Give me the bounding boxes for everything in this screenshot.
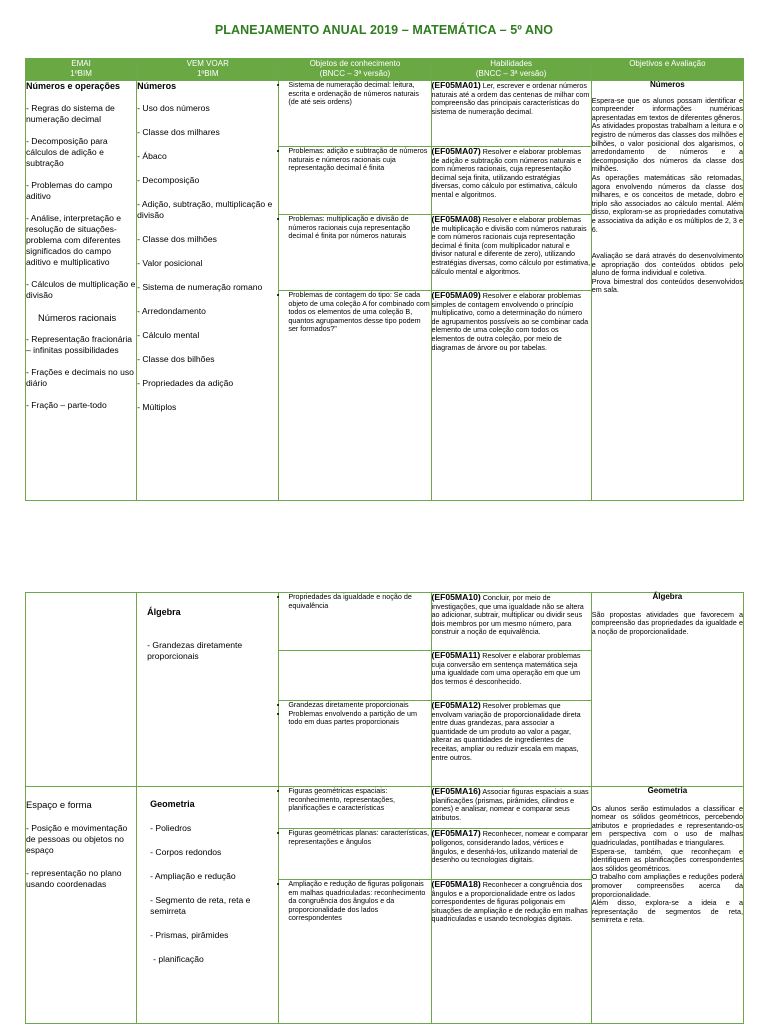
list-item: • Figuras geométricas planas: características, representações e ângulos [288,829,430,846]
emai-cell [26,787,137,1024]
skill-code: (EF05MA10) [431,592,481,602]
skill-text: Resolver problemas que envolvam variação de proporcionalidade direta entre duas grandezas, para associar a quantidade de um produto ao valor a pagar, alterar as quantidades de ingredientes de receitas, ampliar ou reduzir escala em mapas, entre outros. [431,701,581,762]
list-item: • Figuras geométricas espaciais: reconhecimento, representações, planificações e características [288,787,430,813]
objetos-cell [279,147,431,215]
avaliacao-heading: Números [650,80,685,89]
header-objetivos: Objetivos e Avaliação [591,59,743,81]
objetos-cell [279,787,431,829]
list-item: - Poliedros [150,823,192,833]
avaliacao-paragraph: Prova bimestral dos conteúdos desenvolvidos em sala. [591,276,743,295]
skill-code: (EF05MA09) [431,290,481,300]
avaliacao-paragraph: Espera-se que os alunos possam identificar e compreender informações numéricas apresentadas em textos de diferentes gêneros. [591,95,743,122]
list-item: • Sistema de numeração decimal: leitura, escrita e ordenação de números naturais (de até seis ordens) [288,81,430,107]
list-item: - Grandezas diretamente proporcionais [147,640,243,661]
list-item: • Propriedades da igualdade e noção de equivalência [288,593,430,610]
list-item: - Classe dos milhares [137,127,220,137]
table-row [26,81,744,147]
habilidade-cell [431,651,591,701]
table-row [26,787,744,829]
objetos-cell [279,81,431,147]
skill-code: (EF05MA12) [431,700,481,710]
avaliacao-paragraph: As operações matemáticas são retomadas, agora envolvendo números da classe dos milhares, e os conceitos de metade, dobro e triplo são associados ao cálculo mental. Além disso, exploram-se as propriedades comutativa e associativa da adição e os múltiplos de 2, 3 e 6. [591,172,743,234]
emai-cell-empty [26,593,137,787]
habilidade-cell [431,291,591,501]
list-item: • Problemas: multiplicação e divisão de números racionais cuja representação decimal é finita por números naturais [288,215,430,241]
list-item: - Uso dos números [137,103,210,113]
habilidade-cell [431,81,591,147]
avaliacao-paragraph: Os alunos serão estimulados a classificar e nomear os sólidos geométricos, percebendo atributos e propriedades e representando-os em perspectiva com o uso de malhas quadriculadas, pontilhadas e triangulares. [591,803,743,847]
list-item: - Classe dos bilhões [137,354,215,364]
list-item: - Múltiplos [137,402,177,412]
header-emai: EMAI 1ºBIM [26,59,137,81]
objetos-cell [279,215,431,291]
document-title: PLANEJAMENTO ANUAL 2019 – MATEMÁTICA – 5º ANO [214,23,554,37]
objetos-cell [279,291,431,501]
skill-code: (EF05MA11) [431,650,481,660]
list-item: - Ampliação e redução [150,871,236,881]
skill-text: Concluir, por meio de investigações, que uma igualdade não se altera ao adicionar, subtrair, multiplicar ou dividir seus dois membros por um mesmo número, para construir a noção de equivalência. [431,593,584,637]
avaliacao-cell [591,593,743,787]
list-item: - Análise, interpretação e resolução de situações-problema com diferentes significados do campo aditivo e multiplicativo [26,213,122,267]
vem-voar-cell [137,787,279,1024]
list-item: - Posição e movimentação de pessoas ou objetos no espaço [26,823,128,855]
vem-voar-heading: Números [137,81,177,91]
list-item: - Prismas, pirâmides [150,930,229,940]
avaliacao-paragraph: São propostas atividades que favorecem a compreensão das propriedades da igualdade e a noção de proporcionalidade. [591,609,743,636]
list-item: • Problemas de contagem do tipo: Se cada objeto de uma coleção A for combinado com todos os elementos de uma coleção B, quantos agrupamentos desse tipo podem ser formados?" [288,291,430,334]
avaliacao-paragraph: As atividades propostas trabalham a leitura e o registro de números das classes dos milhões e bilhões, o valor posicional dos algarismos, o arredondamento de números e a decomposição dos números da classe dos milhões. [591,121,743,174]
avaliacao-heading: Geometria [647,786,688,795]
list-item: - Decomposição [137,175,200,185]
list-item: - representação no plano usando coordenadas [26,868,122,889]
avaliacao-paragraph: Avaliação se dará através do desenvolvimento e apropriação dos conteúdos obtidos pelo aluno de forma individual e coletiva. [591,251,743,278]
list-item: - Corpos redondos [150,847,222,857]
skill-code: (EF05MA17) [431,828,481,839]
list-item: - Propriedades da adição [137,378,234,388]
avaliacao-heading: Álgebra [652,592,683,601]
list-item: - Problemas do campo aditivo [26,180,113,201]
header-vem-voar: VEM VOAR 1ºBIM [137,59,279,81]
list-item: - Fração – parte-todo [26,400,107,410]
habilidade-cell [431,215,591,291]
list-item: - Cálculo mental [137,330,200,340]
skill-text: Reconhecer a congruência dos ângulos e a proporcionalidade entre os lados correspondentes de figuras poligonais em situações de ampliação e de redução em malhas quadriculadas e usando tecnologias digitais. [431,880,588,924]
skill-code: (EF05MA01) [431,80,481,90]
algebra-heading: Álgebra [147,607,181,617]
avaliacao-cell [591,81,743,501]
skill-code: (EF05MA16) [431,786,481,796]
list-item: - Classe dos milhões [137,234,217,244]
emai-cell [26,81,137,501]
plan-table-bimester-1 [25,58,744,501]
list-item: - planificação [153,954,204,964]
skill-text: Resolver e elaborar problemas de multiplicação e divisão com números naturais e com números racionais cuja representação decimal é finita (com multiplicador natural e divisor natural e diferente de zero), utilizando estratégias diversas, como cálculo por estimativa, cálculo mental e algoritmos. [431,215,591,276]
header-habilidades: Habilidades (BNCC – 3ª versão) [431,59,591,81]
skill-code: (EF05MA18) [431,879,481,890]
emai-subheading: Números racionais [38,312,117,323]
header-objetos: Objetos de conhecimento (BNCC – 3ª versão) [279,59,431,81]
emai-heading: Espaço e forma [26,799,92,810]
list-item: - Sistema de numeração romano [137,282,263,292]
list-item: • Grandezas diretamente proporcionais [288,701,430,710]
habilidade-cell [431,787,591,829]
skill-text: Associar figuras espaciais a suas planificações (prismas, pirâmides, cilindros e cones) e analisar, nomear e comparar seus atributos. [431,787,589,822]
objetos-cell [279,593,431,651]
list-item: • Problemas envolvendo a partição de um todo em duas partes proporcionais [288,710,430,727]
list-item: - Ábaco [137,151,167,161]
skill-code: (EF05MA08) [431,214,481,224]
avaliacao-paragraph: Espera-se, também, que reconheçam e identifiquem as planificações correspondentes aos sólidos geométricos. [591,846,743,873]
list-item: • Ampliação e redução de figuras poligonais em malhas quadriculadas: reconhecimento da congruência dos ângulos e da proporcionalidade dos lados correspondentes [288,880,430,923]
skill-code: (EF05MA07) [431,146,481,156]
avaliacao-paragraph: Além disso, explora-se a ideia e a representação de segmentos de reta, semirreta e reta. [591,898,743,925]
objetos-cell [279,701,431,787]
list-item: - Decomposição para cálculos de adição e subtração [26,136,108,168]
habilidade-cell [431,829,591,880]
habilidade-cell [431,593,591,651]
skill-text: Resolver e elaborar problemas simples de contagem envolvendo o princípio multiplicativo, como a determinação do número de agrupamentos possíveis ao se combinar cada elemento de uma coleção com todos os elementos de outra coleção, por meio de diagramas de árvore ou por tabelas. [431,291,589,352]
objetos-cell [279,651,431,701]
list-item: - Cálculos de multiplicação e divisão [26,279,136,300]
list-item: - Frações e decimais no uso diário [26,367,134,388]
table-row [26,593,744,651]
skill-text: Reconhecer, nomear e comparar polígonos, considerando lados, vértices e ângulos, e desenhá-los, utilizando material de desenho ou tecnologias digitais. [431,829,588,865]
vem-voar-cell [137,593,279,787]
emai-heading: Números e operações [26,81,121,91]
table-header-row [26,59,744,81]
list-item: - Segmento de reta, reta e semirreta [150,895,251,916]
habilidade-cell [431,701,591,787]
list-item: - Arredondamento [137,306,206,316]
geometria-heading: Geometria [150,799,195,809]
avaliacao-paragraph: O trabalho com ampliações e reduções poderá promover compreensões acerca da proporcionalidade. [591,872,743,899]
list-item: - Representação fracionária – infinitas possibilidades [26,334,133,355]
plan-table-bimester-1-continued [25,592,744,1024]
list-item: - Regras do sistema de numeração decimal [26,103,115,124]
skill-text: Resolver e elaborar problemas cuja conversão em sentença matemática seja uma igualdade com uma operação em que um dos termos é desconhecido. [431,651,581,686]
list-item: • Problemas: adição e subtração de números naturais e números racionais cuja representação decimal é finita [288,147,430,173]
objetos-cell [279,880,431,1024]
list-item: - Adição, subtração, multiplicação e divisão [137,199,273,220]
skill-text: Ler, escrever e ordenar números naturais até a ordem das centenas de milhar com compreensão das principais características do sistema de numeração decimal. [431,81,590,116]
habilidade-cell [431,880,591,1024]
objetos-cell [279,829,431,880]
skill-text: Resolver e elaborar problemas de adição e subtração com números naturais e com números racionais, cuja representação decimal seja finita, utilizando estratégias diversas, como cálculo por estimativa, cálculo mental e algoritmos. [431,147,582,199]
vem-voar-cell [137,81,279,501]
list-item: - Valor posicional [137,258,203,268]
avaliacao-cell [591,787,743,1024]
habilidade-cell [431,147,591,215]
